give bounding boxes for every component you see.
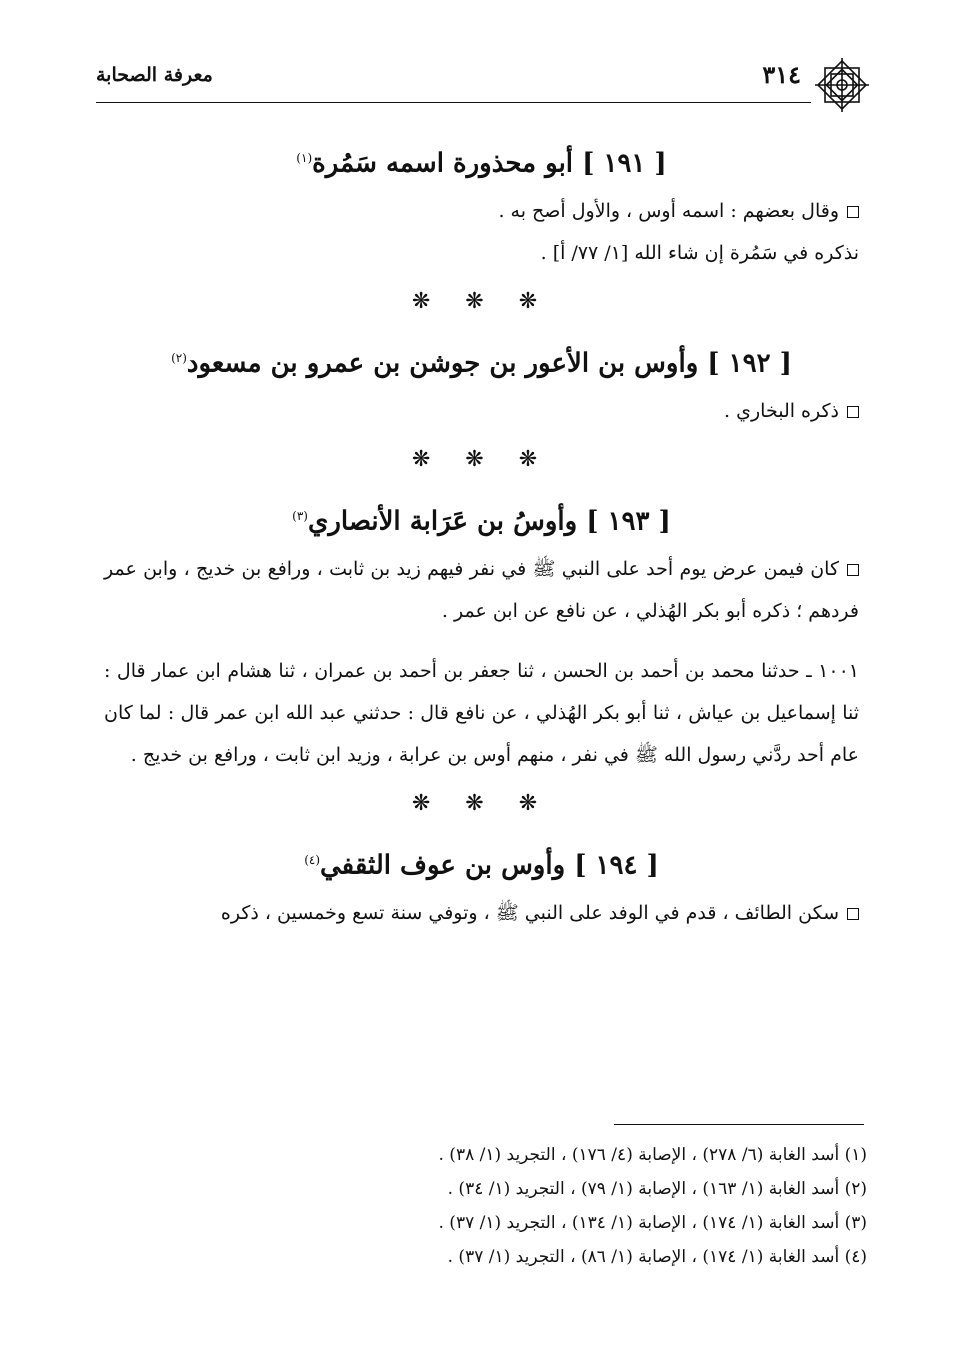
footnote: (٤) أسد الغابة (١/ ١٧٤) ، الإصابة (١/ ٨٦) ، التجريد (١/ ٣٧) . (447, 1247, 867, 1267)
entry-title (104, 130, 859, 190)
running-title: معرفة الصحابة (96, 64, 213, 86)
square-bullet-icon (847, 908, 859, 920)
entry-title-text: [ ١٩٤ ] وأوس بن عوف الثقفي (320, 850, 659, 881)
entry-title-text: [ ١٩٣ ] وأوسُ بن عَرَابة الأنصاري (307, 506, 671, 537)
square-bullet-icon (847, 406, 859, 418)
section-separator: ❋ ❋ ❋ (411, 791, 552, 816)
footnote-ref: (٢) (171, 351, 187, 365)
page-number: ٣١٤ (762, 60, 801, 89)
square-bullet-icon (847, 206, 859, 218)
section-separator: ❋ ❋ ❋ (411, 447, 552, 472)
paragraph (104, 548, 859, 632)
footnote-divider (614, 1124, 864, 1125)
paragraph-text: ١٠٠١ ـ حدثنا محمد بن أحمد بن الحسن ، ثنا جعفر بن أحمد بن عمران ، ثنا هشام ابن عمار قال : ثنا إسماعيل بن عياش ، ثنا أبو بكر الهُذلي ، عن نافع قال : حدثني عبد الله ابن عمر قال : لما كان عام أحد ردَّني رسول الله ﷺ في نفر ، منهم أوس بن عرابة ، وزيد ابن ثابت ، ورافع بن خديج . (104, 660, 859, 766)
paragraph (104, 190, 859, 232)
entry-title-text: [ ١٩١ ] أبو محذورة اسمه سَمُرة (312, 148, 667, 179)
paragraph (104, 232, 859, 274)
hadith-paragraph (104, 650, 859, 776)
paragraph-text: نذكره في سَمُرة إن شاء الله [١/ ٧٧/ أ] . (540, 242, 859, 264)
paragraph (104, 390, 859, 432)
entry-title (104, 488, 859, 548)
entry-title-text: [ ١٩٢ ] وأوس بن الأعور بن جوشن بن عمرو بن مسعود (186, 348, 792, 379)
footnotes (96, 1138, 867, 1274)
footnote: (٢) أسد الغابة (١/ ١٦٣) ، الإصابة (١/ ٧٩) ، التجريد (١/ ٣٤) . (447, 1179, 867, 1199)
square-bullet-icon (847, 564, 859, 576)
paragraph-text: كان فيمن عرض يوم أحد على النبي ﷺ في نفر فيهم زيد بن ثابت ، ورافع بن خديج ، وابن عمر فردهم ؛ ذكره أبو بكر الهُذلي ، عن نافع عن ابن عمر . (104, 558, 859, 622)
page-header (96, 58, 867, 103)
footnote-ref: (١) (296, 151, 313, 165)
main-content (104, 130, 859, 934)
entry-title (104, 832, 859, 892)
paragraph-text: ذكره البخاري . (724, 400, 839, 422)
footnote: (٣) أسد الغابة (١/ ١٧٤) ، الإصابة (١/ ١٣٤) ، التجريد (١/ ٣٧) . (438, 1213, 867, 1233)
paragraph (104, 892, 859, 934)
section-separator: ❋ ❋ ❋ (411, 289, 552, 314)
paragraph-text: وقال بعضهم : اسمه أوس ، والأول أصح به . (498, 200, 839, 222)
footnote-ref: (٣) (292, 509, 308, 523)
paragraph-text: سكن الطائف ، قدم في الوفد على النبي ﷺ ، وتوفي سنة تسع وخمسين ، ذكره (220, 902, 839, 924)
entry-title (104, 330, 859, 390)
ornament-icon (811, 54, 873, 116)
footnote: (١) أسد الغابة (٦/ ٢٧٨) ، الإصابة (٤/ ١٧٦) ، التجريد (١/ ٣٨) . (438, 1145, 867, 1165)
footnote-ref: (٤) (304, 853, 321, 867)
